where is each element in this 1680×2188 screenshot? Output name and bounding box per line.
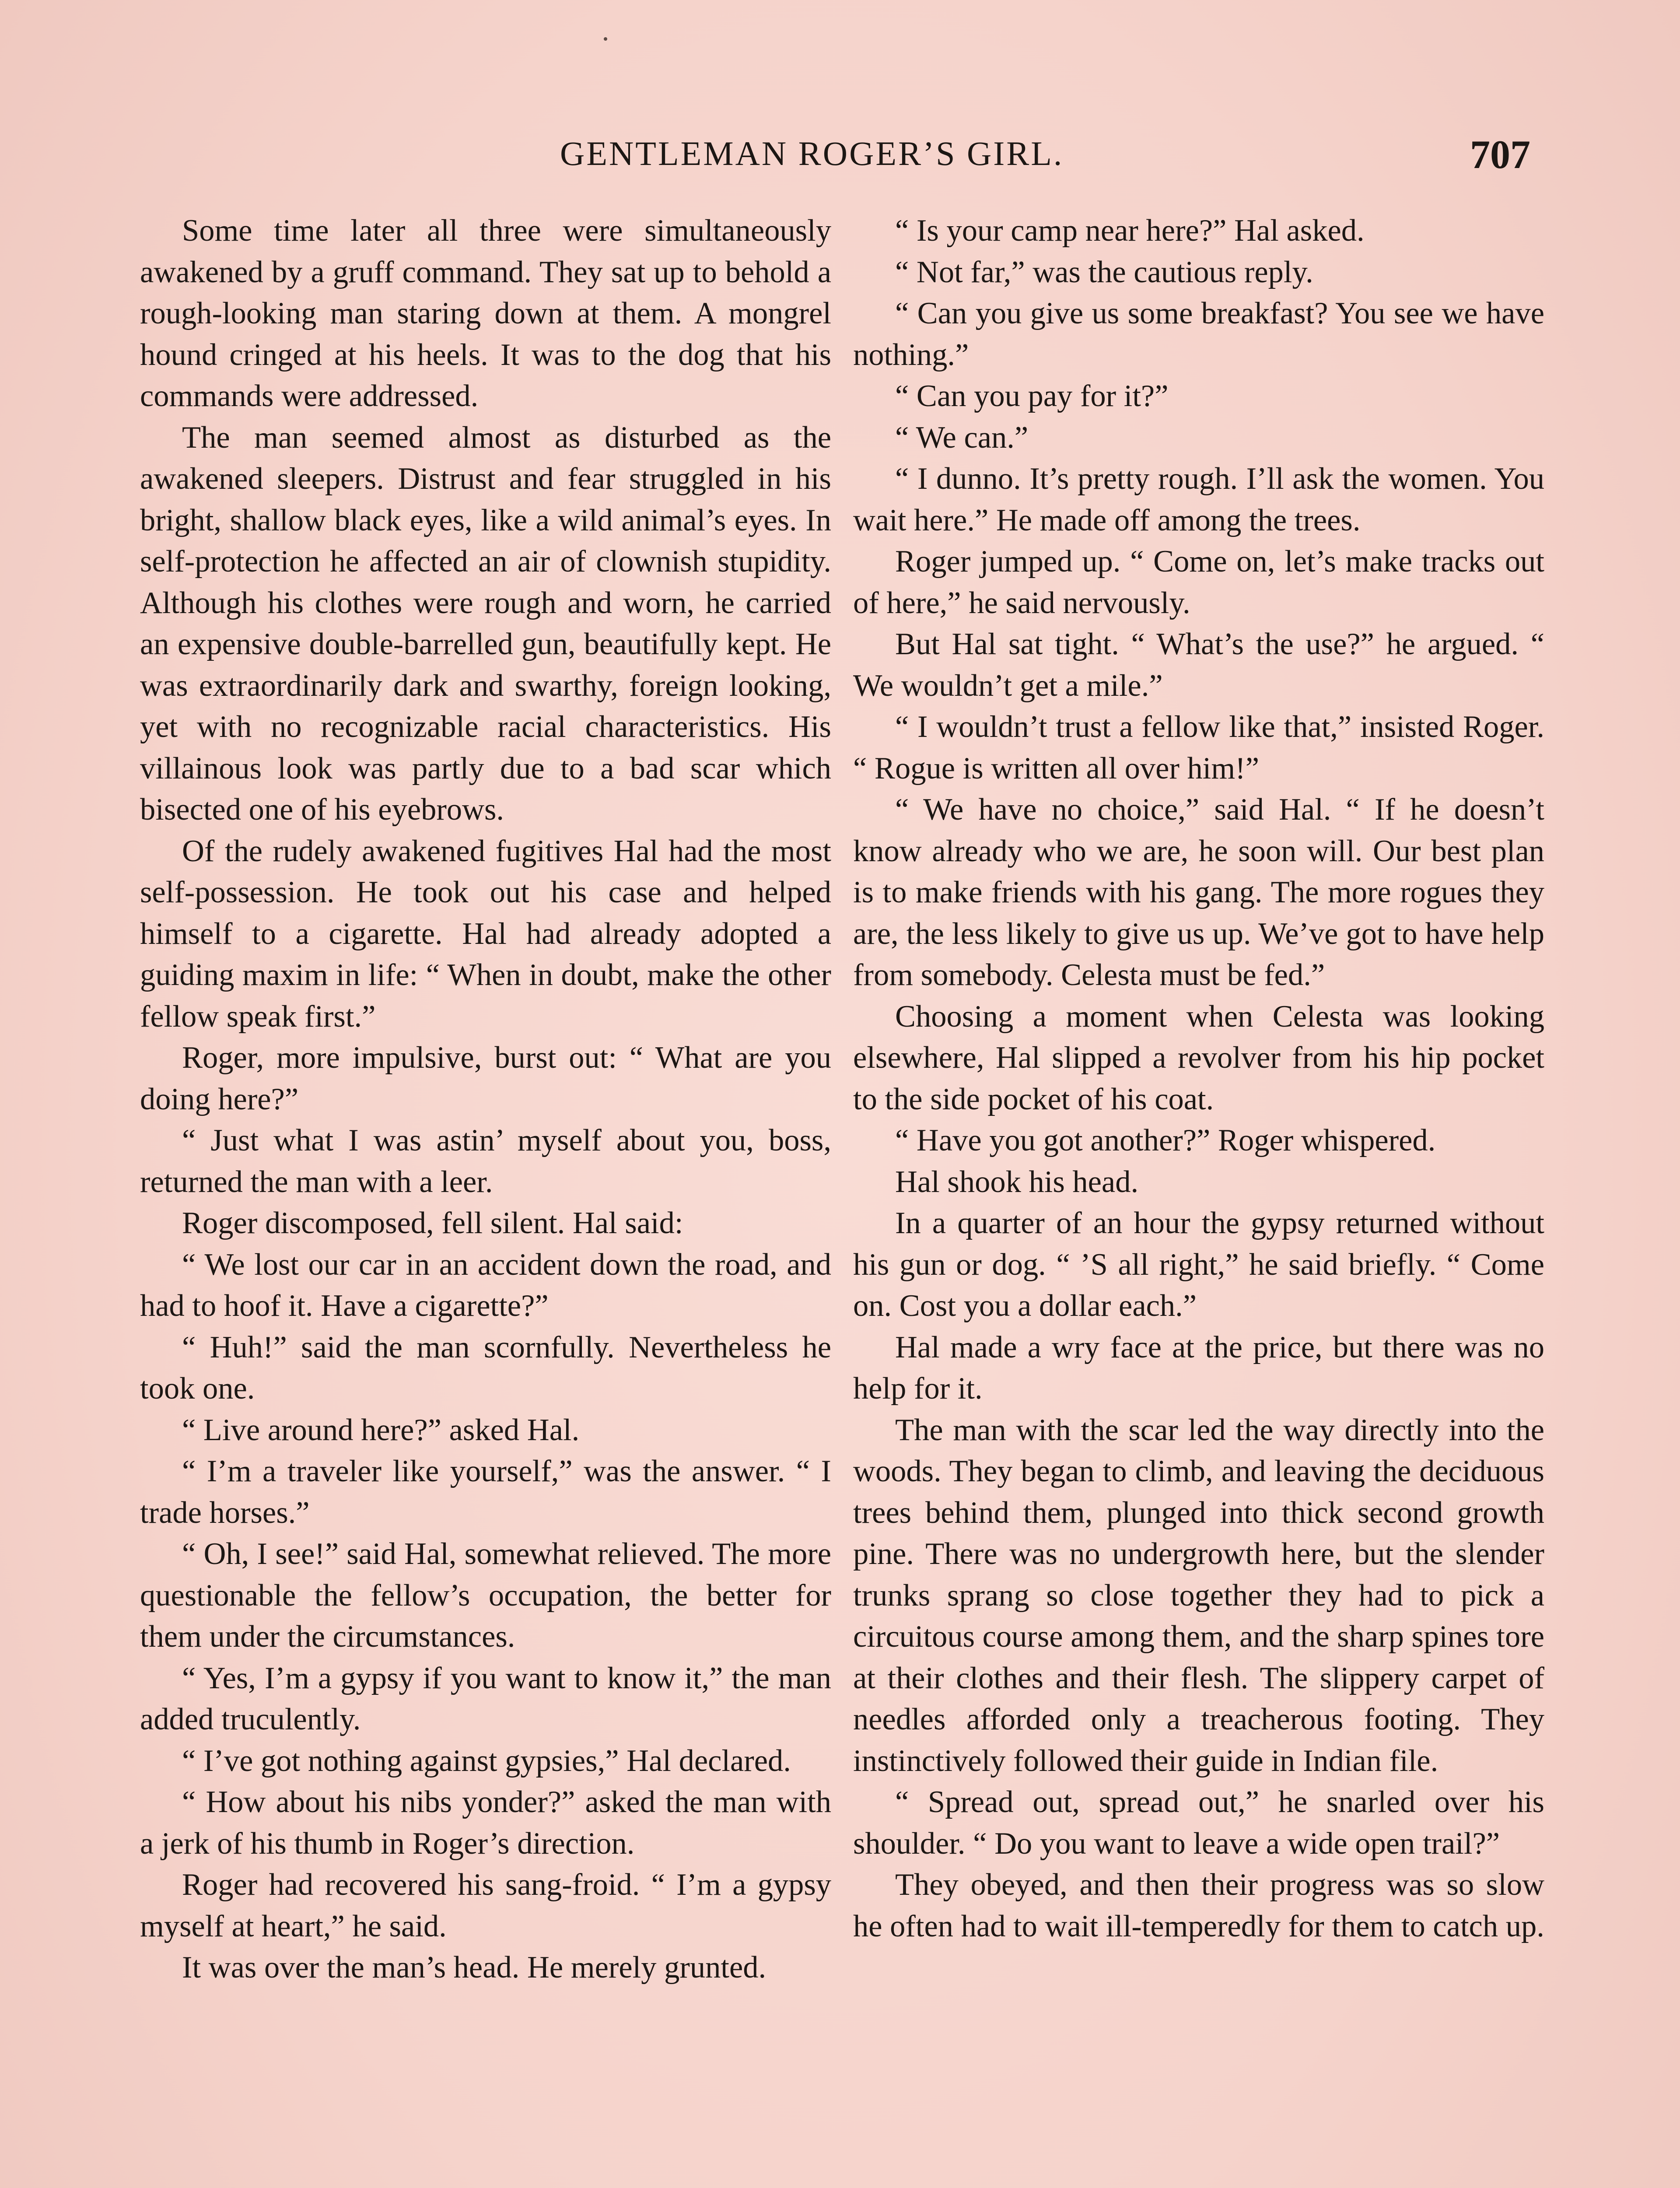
paragraph: It was over the man’s head. He merely grunted. <box>182 1950 766 1985</box>
paragraph: “ I dunno. It’s pretty rough. I’ll ask the women. You wait here.” He made off among the trees. <box>853 462 1544 537</box>
paragraph: “ Yes, I’m a gypsy if you want to know it,” the man added truculently. <box>140 1661 831 1736</box>
page-header <box>0 131 1680 193</box>
page-number: 707 <box>1470 132 1530 177</box>
paragraph: Some time later all three were simultaneously awakened by a gruff command. They sat up to behold a rough-looking man staring down at them. A mongrel hound cringed at his heels. It was to the dog that his commands were addressed. <box>140 214 831 413</box>
paragraph: Roger, more impulsive, burst out: “ What are you doing here?” <box>140 1041 831 1116</box>
paragraph: “ Is your camp near here?” Hal asked. <box>895 214 1365 248</box>
print-speck <box>604 37 607 41</box>
paragraph: They obeyed, and then their progress was so slow he often had to wait ill-temperedly for them to catch up. <box>853 1868 1544 1943</box>
paragraph: Roger jumped up. “ Come on, let’s make tracks out of here,” he said nervously. <box>853 544 1544 620</box>
paragraph: “ Can you pay for it?” <box>895 379 1169 413</box>
paragraph: “ I’ve got nothing against gypsies,” Hal declared. <box>182 1743 791 1778</box>
paragraph: “ Oh, I see!” said Hal, somewhat relieved. The more questionable the fellow’s occupation, the better for them under the circumstances. <box>140 1537 831 1654</box>
paragraph: “ Live around here?” asked Hal. <box>182 1413 580 1447</box>
paragraph: Hal made a wry face at the price, but there was no help for it. <box>853 1330 1544 1406</box>
running-title: GENTLEMAN ROGER’S GIRL. <box>560 134 1064 172</box>
paragraph: The man seemed almost as disturbed as the awakened sleepers. Distrust and fear struggled in his bright, shallow black eyes, like a wild animal’s eyes. In self-protection he affected an air of clownish stupidity. Although his clothes were rough and worn, he carried an expensive double-barrelled gun, beautifully kept. He was extraordinarily dark and swarthy, foreign looking, yet with no recognizable racial characteristics. His villainous look was partly due to a bad scar which bisected one of his eyebrows. <box>140 420 831 827</box>
paragraph: “ Can you give us some breakfast? You see we have nothing.” <box>853 296 1544 372</box>
paragraph: Choosing a moment when Celesta was looking elsewhere, Hal slipped a revolver from his hip pocket to the side pocket of his coat. <box>853 999 1544 1116</box>
paragraph: Hal shook his head. <box>895 1164 1139 1199</box>
paragraph: In a quarter of an hour the gypsy returned without his gun or dog. “ ’S all right,” he said briefly. “ Come on. Cost you a dollar each.” <box>853 1206 1544 1323</box>
paragraph: Roger had recovered his sang-froid. “ I’m a gypsy myself at heart,” he said. <box>140 1868 831 1943</box>
paragraph: “ Have you got another?” Roger whispered. <box>895 1123 1436 1157</box>
paragraph: Roger discomposed, fell silent. Hal said: <box>182 1206 683 1240</box>
paragraph: “ Spread out, spread out,” he snarled over his shoulder. “ Do you want to leave a wide open trail?” <box>853 1785 1544 1861</box>
paragraph: “ Just what I was astin’ myself about you, boss, returned the man with a leer. <box>140 1123 831 1199</box>
paragraph: Of the rudely awakened fugitives Hal had the most self-possession. He took out his case and helped himself to a cigarette. Hal had already adopted a guiding maxim in life: “ When in doubt, make the other fellow speak first.” <box>140 834 831 1034</box>
paragraph: But Hal sat tight. “ What’s the use?” he argued. “ We wouldn’t get a mile.” <box>853 627 1544 703</box>
paragraph: “ We lost our car in an accident down the road, and had to hoof it. Have a cigarette?” <box>140 1247 831 1323</box>
paragraph: “ We have no choice,” said Hal. “ If he doesn’t know already who we are, he soon will. Our best plan is to make friends with his gang. The more rogues they are, the less likely to give us up. We’ve got to have help from somebody. Celesta must be fed.” <box>853 792 1544 992</box>
left-column <box>140 210 831 1988</box>
paragraph: “ I’m a traveler like yourself,” was the answer. “ I trade horses.” <box>140 1454 831 1530</box>
paragraph: The man with the scar led the way directly into the woods. They began to climb, and leaving the deciduous trees behind them, plunged into thick second growth pine. There was no undergrowth here, but the slender trunks sprang so close together they had to pick a circuitous course among them, and the sharp spines tore at their clothes and their flesh. The slippery carpet of needles afforded only a treacherous footing. They instinctively followed their guide in Indian file. <box>853 1413 1544 1778</box>
paragraph: “ Huh!” said the man scornfully. Nevertheless he took one. <box>140 1330 831 1406</box>
paragraph: “ How about his nibs yonder?” asked the man with a jerk of his thumb in Roger’s direction. <box>140 1785 831 1861</box>
paragraph: “ We can.” <box>895 420 1029 455</box>
paragraph: “ Not far,” was the cautious reply. <box>895 255 1313 289</box>
paragraph: “ I wouldn’t trust a fellow like that,” insisted Roger. “ Rogue is written all over him!” <box>853 710 1544 785</box>
right-column <box>853 210 1544 1947</box>
